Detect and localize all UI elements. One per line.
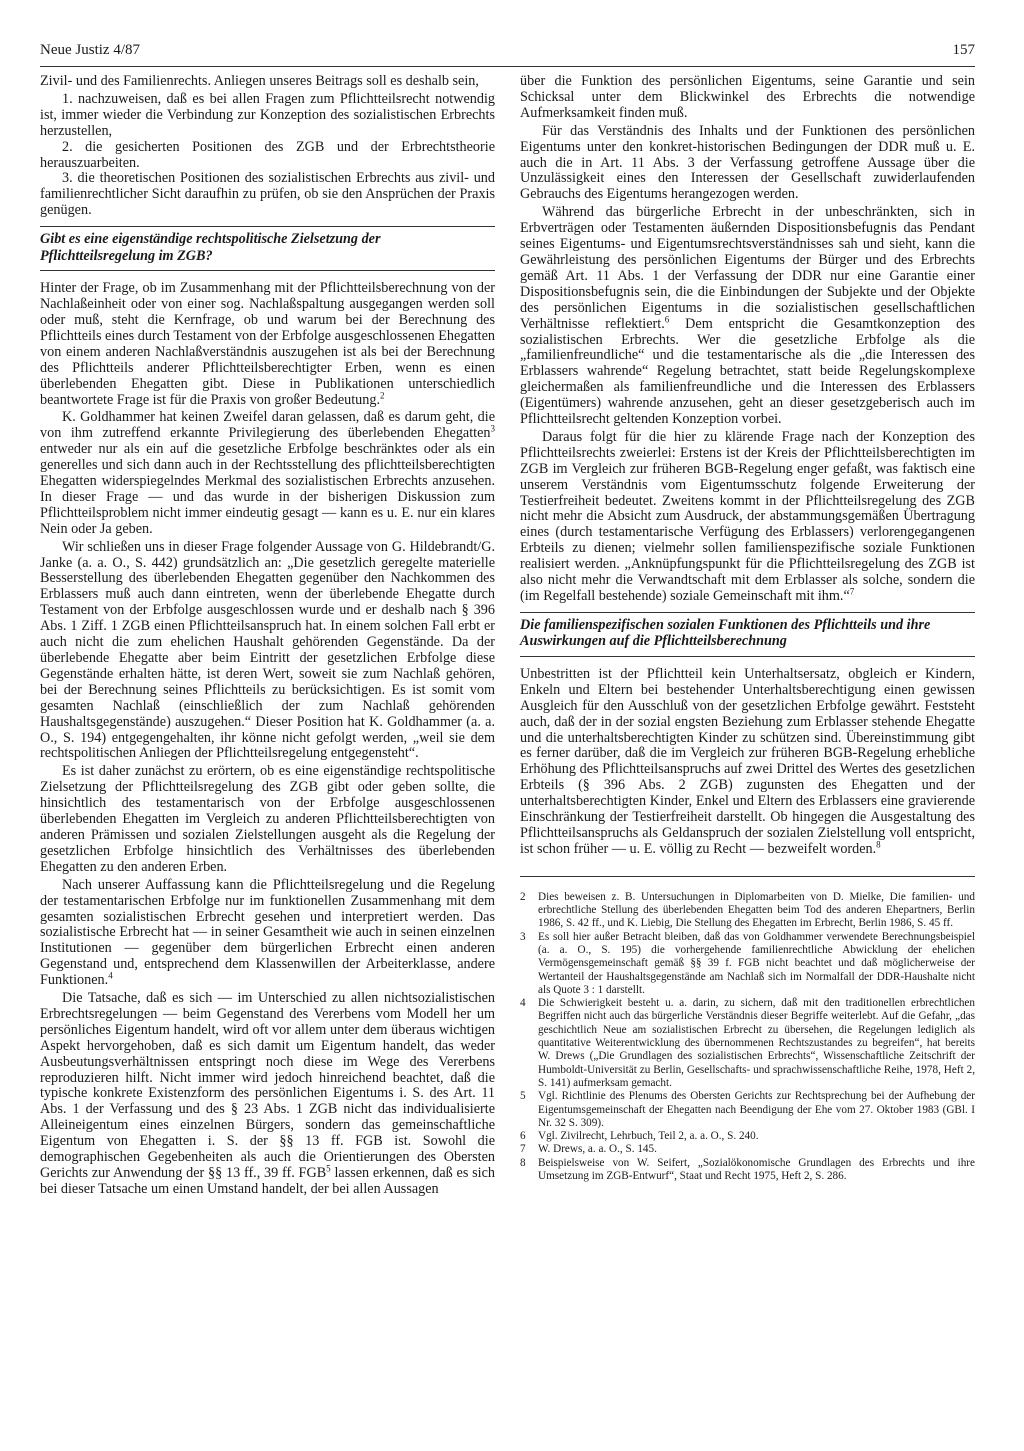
footnote-ref[interactable]: 3 [490,423,495,434]
footnotes [520,891,975,1184]
footnote-number: 7 [520,1143,526,1156]
paragraph: K. Goldhammer hat keinen Zweifel daran gelassen, daß es darum geht, die von ihm zutreffend erkannte Privilegierung des überlebenden Ehegatten$^3$ entweder nur als ein auf die gesetzliche Erbfolge beschränktes oder als ein generelles und sich dann auch in der Rechtsstellung des pflichtteilsberechtigten Ehegatten widerspiegelndes Merkmal des sozialistischen Erbrechts anzusehen. In dieser Frage — und das wurde in der bisherigen Diskussion zum Pflichtteilsproblem nicht immer eindeutig gesagt — kann es u. E. nur ein klares Nein oder Ja geben. [40,409,495,537]
page-number: 157 [952,42,975,58]
right-column [520,74,975,1183]
footnote-rule [520,876,975,877]
section-heading: Die familienspezifischen sozialen Funktionen des Pflichtteils und ihre Auswirkungen auf die Pflichtteilsberechnung [520,612,975,657]
paragraph: Die Tatsache, daß es sich — im Unterschied zu allen nichtsozialistischen Erbrechtsregelungen — beim Gegenstand des Vererbens vom Modell her um persönliches Eigentum handelt, wird oft vor allem unter dem überaus wichtigen Aspekt hervorgehoben, daß es sich damit um Eigentum handelt, das weder Ausbeutungsverhältnissen entspringt noch diese im Wege des Vererbens reproduzieren hilft. Nicht immer wird jedoch hinreichend beachtet, daß die typische konkrete Existenzform des persönlichen Eigentums i. S. des Art. 11 Abs. 1 der Verfassung und des § 23 Abs. 1 ZGB nicht das individualisierte Alleineigentum eines einzelnen Bürgers, sondern das gemeinschaftliche Eigentum von Ehegatten i. S. der §§ 13 ff. FGB ist. Sowohl die demographischen Gegebenheiten als auch die Orientierungen des Obersten Gerichts zur Anwendung der §§ 13 ff., 39 ff. FGB$^5$ lassen erkennen, daß es sich bei dieser Tatsache um einen Umstand handelt, der bei allen Aussagen [40,990,495,1197]
footnote-number: 2 [520,890,526,903]
paragraph: Während das bürgerliche Erbrecht in der unbeschränkten, sich in Erbverträgen oder Testamenten äußernden Dispositionsbefugnis das Pendant seines Eigentums- und Eigentumsrechtsverständnisses sah und sieht, kann die Gewährleistung des persönlichen Eigentums der Bürger und des Erbrechts gemäß Art. 11 Abs. 1 der Verfassung der DDR nur eine Garantie einer Dispositionsbefugnis sein, die die Einbindungen der Subjekte und der Objekte des persönlichen Eigentums in die sozialistischen gesellschaftlichen Verhältnisse reflektiert.$^6$ Dem entspricht die Gesamtkonzeption des sozialistischen Erbrechts. Wer die gesetzliche Erbfolge als die „familienfreundliche“ und die testamentarische als die „die Interessen des Erblassers wahrende“ Regelung betrachtet, statt beide Regelungskomplexe gleichermaßen als familienfreundliche und die Interessen des Erblassers (Eigentümers) wahrende anzusehen, geht an dieser gesetzgeberisch auch im Pflichtteilsrecht geltenden Konzeption vorbei. [520,204,975,428]
footnote [520,1090,975,1130]
footnote-text: Es soll hier außer Betracht bleiben, daß das von Goldhammer verwendete Berechnungsbeispiel (a. a. O., S. 195) die vorhergehende familienrechtliche Abwicklung der ehelichen Vermögensgemeinschaft gemäß §§ 39 f. FGB nicht beachtet und daß möglicherweise der Wertanteil der Haushaltsgegenstände am Nachlaß sich im Normalfall der DDR-Haushalte nicht als Quote 3 : 1 darstellt. [538,930,975,996]
footnote-ref[interactable]: 6 [664,313,670,324]
footnote-number: 5 [520,1090,526,1103]
paragraph: Wir schließen uns in dieser Frage folgender Aussage von G. Hildebrandt/G. Janke (a. a. O., S. 442) grundsätzlich an: „Die gesetzlich geregelte materielle Besserstellung des überlebenden Ehegatten gegenüber den Nachkommen des Erblassers muß auch dann eintreten, wenn der überlebende Ehegatte durch Testament von der Erbfolge ausgeschlossen wurde und er deshalb nach § 396 Abs. 1 Ziff. 1 ZGB einen Pflichtteilsanspruch hat. In einem solchen Fall erbt er auch nicht die zum ehelichen Haushalt gehörenden Gegenstände. Da der überlebende Ehegatte aber beim Eintritt der gesetzlichen Erbfolge diese Gegenstände erhalten hätte, ist deren Wert, soweit sie zum Nachlaß gehören, bei der Berechnung seines Pflichtteils zu berücksichtigen. Es ist somit vom gesamten Nachlaß (einschließlich der zum Nachlaß gehörenden Haushaltsgegenstände) auszugehen.“ Dieser Position hat K. Goldhammer (a. a. O., S. 194) entgegengehalten, ihr könne nicht gefolgt werden, „weil sie dem rechtspolitischen Anliegen der Pflichtteilsregelung entgegensteht“. [40,538,495,762]
footnote-number: 8 [520,1156,526,1169]
footnote-number: 4 [520,997,526,1010]
footnote [520,1143,975,1156]
footnote-ref[interactable]: 2 [380,389,385,400]
footnote-text: W. Drews, a. a. O., S. 145. [538,1143,657,1156]
list-item: 2. die gesicherten Positionen des ZGB und der Erbrechtstheorie herauszuarbeiten. [40,138,495,171]
footnote-number: 3 [520,930,526,943]
footnote [520,891,975,931]
list-item: 1. nachzuweisen, daß es bei allen Fragen zum Pflichtteilsrecht notwendig ist, immer wieder die Verbindung zur Konzeption des sozialistischen Erbrechts herzustellen, [40,90,495,139]
page-header [40,42,975,64]
footnote [520,1130,975,1143]
paragraph: Für das Verständnis des Inhalts und der Funktionen des persönlichen Eigentums unter den konkret-historischen Bedingungen der DDR muß u. E. auch die in Art. 11 Abs. 3 der Verfassung getroffene Aussage über die Unzulässigkeit eines den Interessen der Gesellschaft zuwiderlaufenden Gebrauchs des Eigentums herangezogen werden. [520,122,975,203]
paragraph: über die Funktion des persönlichen Eigentums, seine Garantie und sein Schicksal unter dem Blickwinkel des Erbrechts die notwendige Aufmerksamkeit finden muß. [520,73,975,121]
intro-paragraph: Zivil- und des Familienrechts. Anliegen unseres Beitrags soll es deshalb sein, [40,73,479,89]
footnote [520,931,975,997]
footnote-ref[interactable]: 8 [876,839,881,850]
footnote-text: Vgl. Richtlinie des Plenums des Obersten Gerichts zur Rechtsprechung bei der Aufhebung der Eigentumsgemeinschaft der Ehegatten nach Beendigung der Ehe vom 27. Oktober 1983 (GBl. I Nr. 32 S. 309). [538,1090,975,1129]
paragraph: Daraus folgt für die hier zu klärende Frage nach der Konzeption des Pflichtteilsrechts zweierlei: Erstens ist der Kreis der Pflichtteilsberechtigten im ZGB im Vergleich zur früheren BGB-Regelung enger gefaßt, was faktisch eine unserem Verständnis vom Eigentumsschutz folgende Erweiterung der Testierfreiheit bedeutet. Zweitens kommt in der Pflichtteilsregelung des ZGB nicht mehr die Absicht zum Ausdruck, der abstammungsgemäßen Übertragung eines (durch testamentarische Verfügung des Erblassers) verlorengegangenen Erbteils zu dienen; vielmehr sollen familienspezifische soziale Funktionen realisiert werden. „Anknüpfungspunkt für die Pflichtteilsregelung des ZGB ist also nicht mehr die Verwandtschaft mit dem Erblasser als solche, sondern die (im Regelfall bestehende) soziale Gemeinschaft mit ihm.“$^7$ [520,428,975,604]
section-heading: Gibt es eine eigenständige rechtspolitische Zielsetzung der Pflichtteilsregelung im ZGB? [40,226,495,271]
footnote-text: Die Schwierigkeit besteht u. a. darin, zu sichern, daß mit den traditionellen erbrechtlichen Begriffen nicht auch das bürgerliche Verständnis dieser Begriffe weiterlebt. Auf die Gefahr, „das geschichtlich Neue am sozialistischen Erbrecht zu übersehen, die Regelungen lediglich als quantitative Weiterentwicklung des übernommenen Rechtszustandes zu begreifen“, hat bereits W. Drews („Die Grundlagen des sozialistischen Erbrechts“, Wissenschaftliche Zeitschrift der Humboldt-Universität zu Berlin, Gesellschafts- und sprachwissenschaftliche Reihe, 1978, Heft 2, S. 141) aufmerksam gemacht. [538,997,975,1089]
footnote-number: 6 [520,1130,526,1143]
paragraph: Hinter der Frage, ob im Zusammenhang mit der Pflichtteilsberechnung von der Nachlaßeinheit oder von einer sog. Nachlaßspaltung ausgegangen werden soll oder muß, steht die Kernfrage, ob und warum bei der Berechnung des Pflichtteils eines durch Testament von der Erbfolge ausgeschlossenen Ehegatten von einem anderen Nachlaßverständnis auszugehen ist als bei der Berechnung des Pflichtteils anderer Pflichtteilsberechtigter Erben, wenn es einen überlebenden Ehegatten gibt. Diese in Publikationen unterschiedlich beantwortete Frage ist für die Praxis von großer Bedeutung.$^2$ [40,280,495,408]
list-item: 3. die theoretischen Positionen des sozialistischen Erbrechts aus zivil- und familienrechtlicher Sicht daraufhin zu prüfen, ob sie den Ansprüchen der Praxis genügen. [40,170,495,219]
footnote-text: Beispielsweise von W. Seifert, „Sozialökonomische Grundlagen des Erbrechts und ihre Umsetzung im ZGB-Entwurf“, Staat und Recht 1975, Heft 2, S. 286. [538,1156,975,1183]
footnote-ref[interactable]: 5 [326,1163,331,1174]
footnote-ref[interactable]: 4 [108,970,113,981]
paragraph: Es ist daher zunächst zu erörtern, ob es eine eigenständige rechtspolitische Zielsetzung der Pflichtteilsregelung des ZGB gibt oder geben sollte, die hinsichtlich des testamentarisch von der Erbfolge ausgeschlossenen überlebenden Ehegatten im Vergleich zu anderen Pflichtteilsberechtigten von anderen Prämissen und sozialen Zielstellungen ausgeht als die Regelung der gesetzlichen Erbfolge hinsichtlich des Verhältnisses des überlebenden Ehegatten zu den anderen Erben. [40,763,495,875]
footnote-text: Dies beweisen z. B. Untersuchungen in Diplomarbeiten von D. Mielke, Die familien- und erbrechtliche Stellung des überlebenden Ehegatten beim Tod des anderen Ehepartners, Berlin 1986, S. 42 ff., und K. Liebig, Die Stellung des Ehegatten im Erbrecht, Berlin 1986, S. 45 ff. [538,890,975,930]
footnote-text: Vgl. Zivilrecht, Lehrbuch, Teil 2, a. a. O., S. 240. [538,1130,759,1143]
left-column [40,74,495,1200]
footnote-ref[interactable]: 7 [849,586,855,597]
paragraph: Unbestritten ist der Pflichtteil kein Unterhaltsersatz, obgleich er Kindern, Enkeln und Eltern bei bestehender Unterhaltsberechtigung einen gewissen Ausgleich für den Ausschluß von der gesetzlichen Erbfolge gewährt. Feststeht auch, daß der in der sozial engsten Beziehung zum Erblasser stehende Ehegatte und die unterhaltsberechtigten Kinder zu schützen sind. Übereinstimmung gibt es ferner darüber, daß die im Vergleich zur früheren BGB-Regelung erhebliche Erhöhung des Pflichtteilsanspruchs auf zwei Drittel des Wertes des gesetzlichen Erbteils (§ 396 Abs. 2 ZGB) zugunsten des Ehegatten und der unterhaltsberechtigten Kinder, Enkel und Eltern des Erblassers eine gravierende Einschränkung der Testierfreiheit darstellt. Ob hingegen die Ausgestaltung des Pflichtteilsanspruchs als Geldanspruch der sozialen Zielstellung voll entspricht, ist schon früher — u. E. völlig zu Recht — bezweifelt worden.$^8$ [520,665,975,857]
journal-title: Neue Justiz 4/87 [40,42,140,58]
footnote [520,1157,975,1184]
header-rule [40,66,975,67]
paragraph: Nach unserer Auffassung kann die Pflichtteilsregelung und die Regelung der testamentarischen Erbfolge nur im funktionellen Zusammenhang mit dem gesamten sozialistischen Erbrecht gesehen und interpretiert werden. Das sozialistische Erbrecht hat — in seiner Gesamtheit wie auch in seinen einzelnen Institutionen — gegenüber dem bürgerlichen Erbrecht einen anderen Gegenstand und, entsprechend dem Klassenwillen der Arbeiterklasse, andere Funktionen.$^4$ [40,876,495,989]
footnote [520,997,975,1090]
